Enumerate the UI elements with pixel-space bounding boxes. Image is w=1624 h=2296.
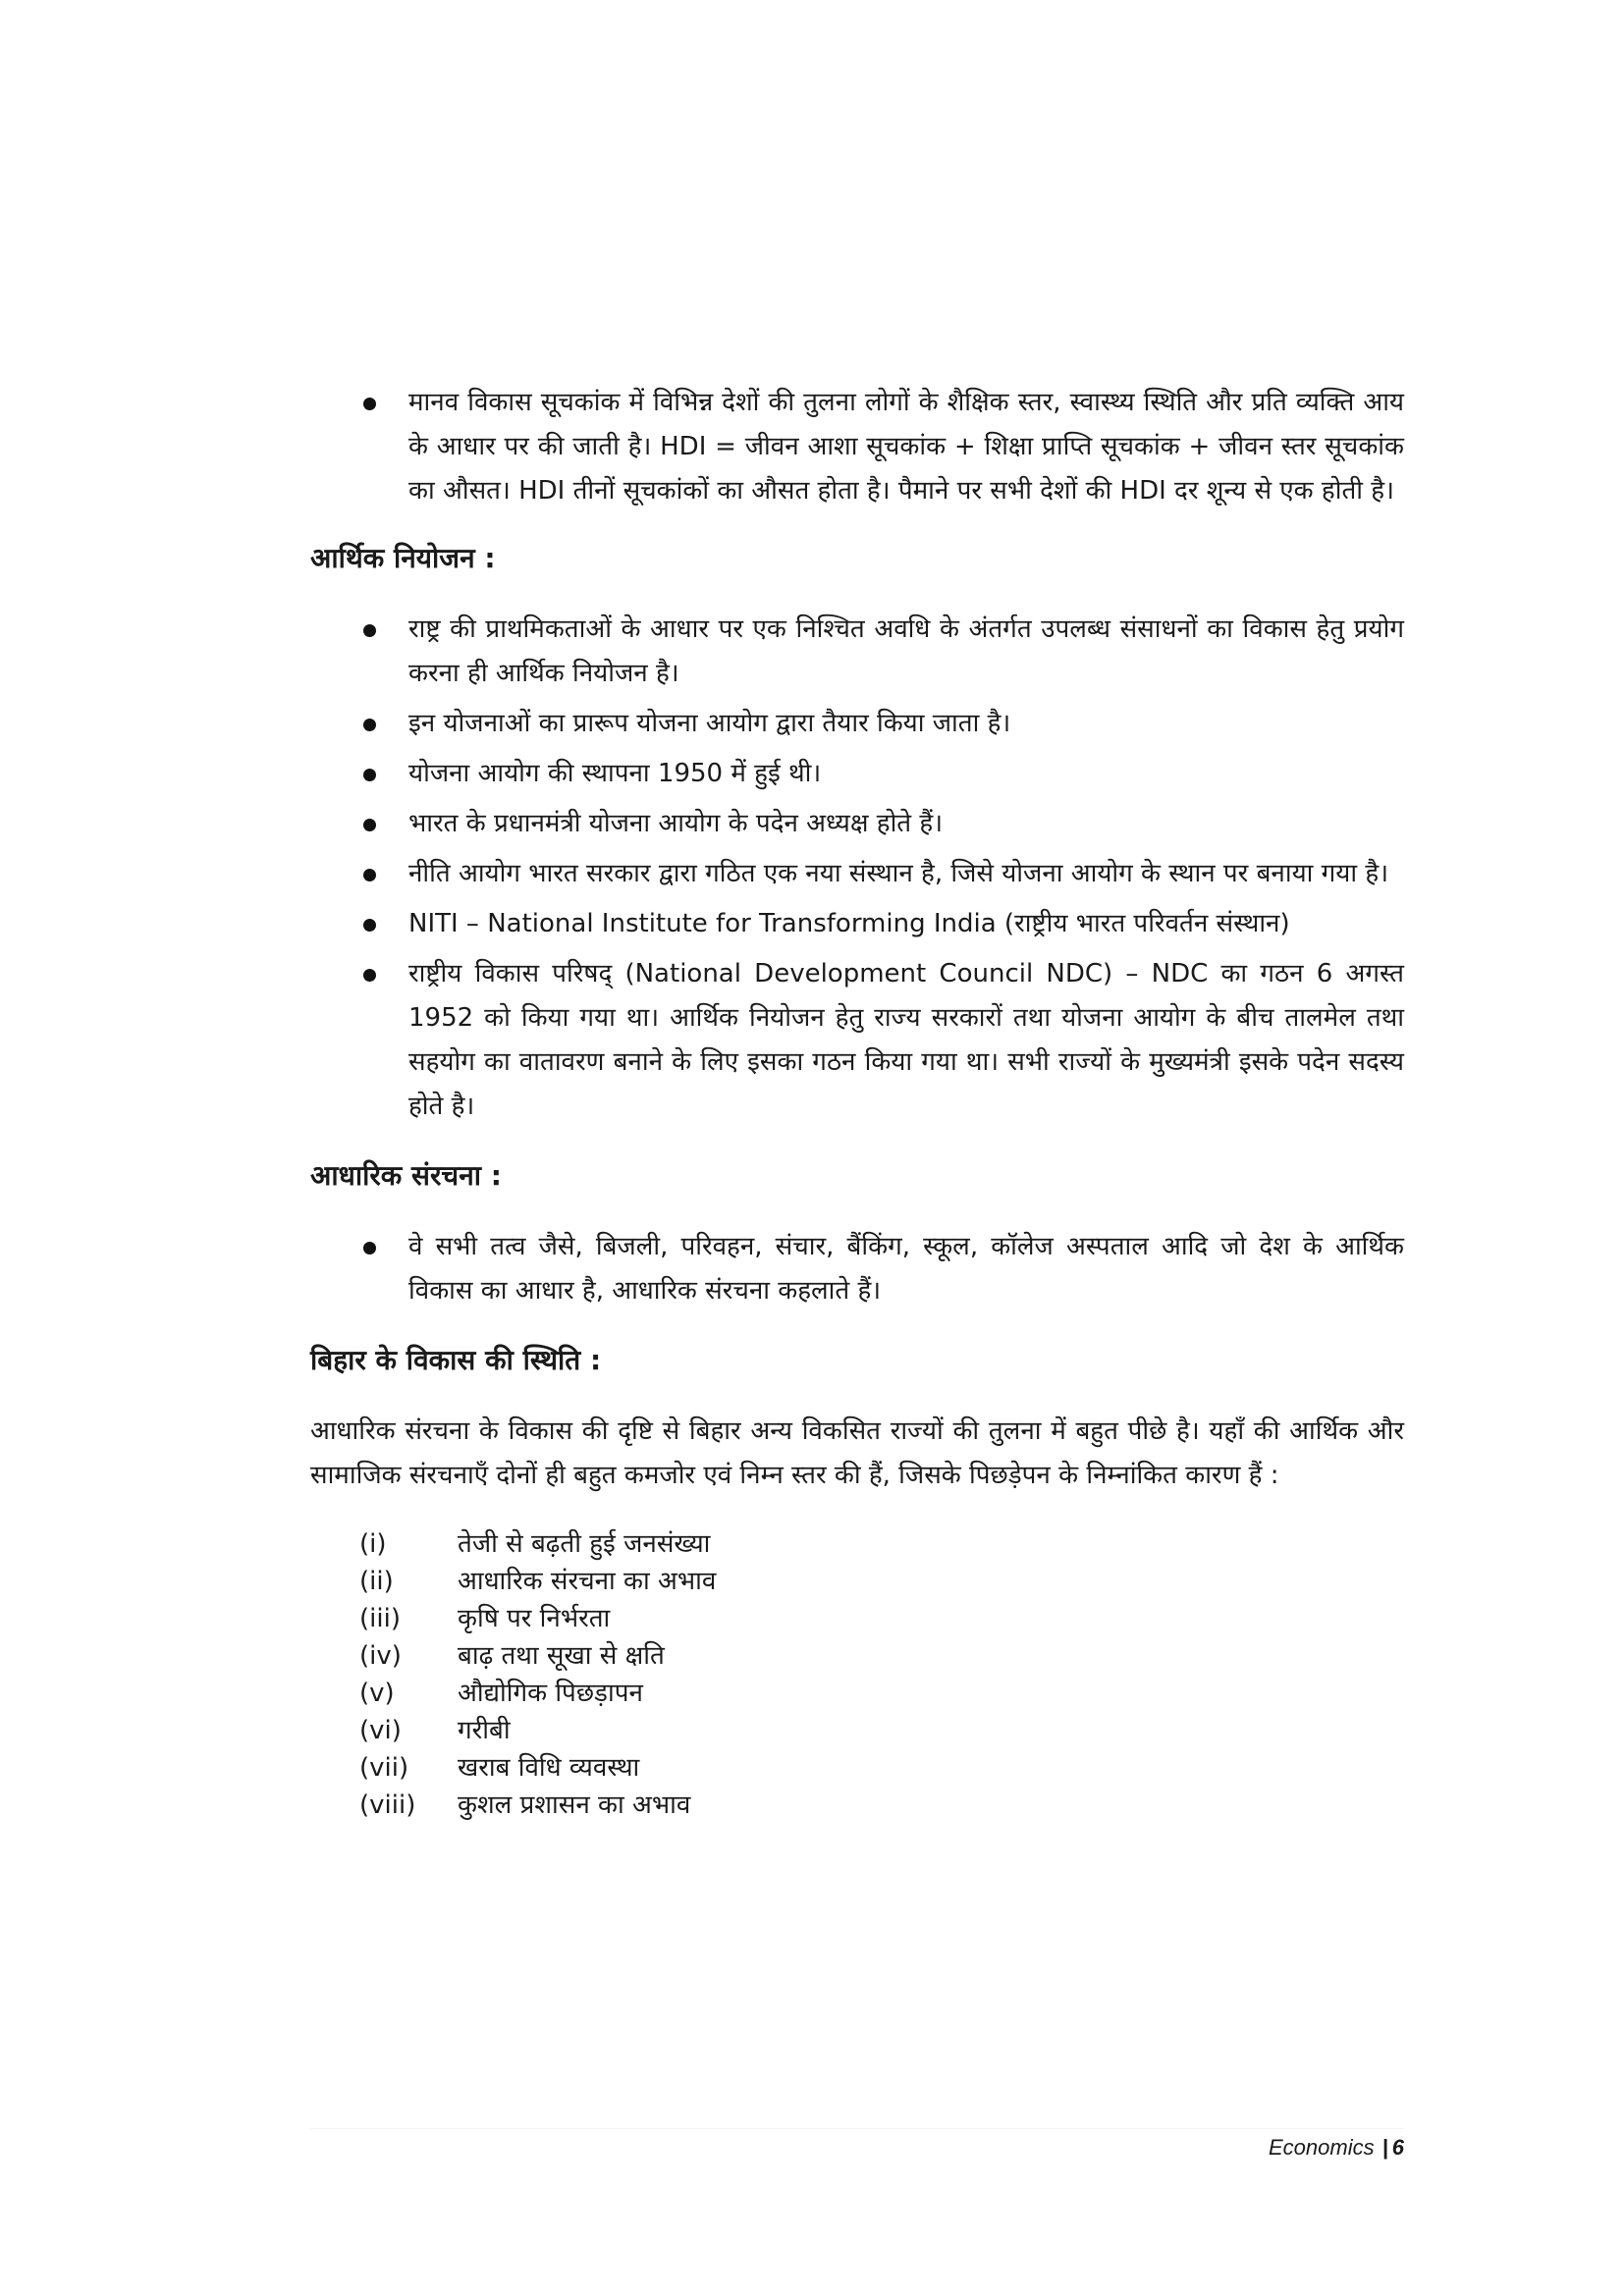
bullet-item: इन योजनाओं का प्रारूप योजना आयोग द्वारा तैयार किया जाता है। (310, 702, 1404, 746)
footer-subject: Economics (1269, 2135, 1375, 2160)
item-text: खराब विधि व्यवस्था (458, 1753, 640, 1783)
item-text: बाढ़ तथा सूखा से क्षति (458, 1641, 665, 1671)
item-number: (v) (359, 1679, 395, 1708)
list-item (359, 1637, 1404, 1675)
section-heading: बिहार के विकास की स्थिति : (310, 1344, 602, 1376)
item-number: (viii) (359, 1790, 416, 1820)
planning-section (310, 539, 1404, 1129)
item-number: (ii) (359, 1567, 394, 1596)
item-number: (iii) (359, 1604, 401, 1633)
bullet-item: मानव विकास सूचकांक में विभिन्न देशों की तुलना लोगों के शैक्षिक स्तर, स्वास्थ्य स्थिति और प्रति व्यक्ति आय के आधार पर की जाती है। HDI = जीवन आशा सूचकांक + शिक्षा प्राप्ति सूचकांक + जीवन स्तर सूचकांक का औसत। HDI तीनों सूचकांकों का औसत होता है। पैमाने पर सभी देशों की HDI दर शून्य से एक होती है। (310, 381, 1404, 513)
list-item (359, 1787, 1404, 1824)
list-item (359, 1563, 1404, 1600)
list-item (359, 1712, 1404, 1749)
item-text: तेजी से बढ़ती हुई जनसंख्या (458, 1529, 711, 1559)
item-text: कृषि पर निर्भरता (458, 1604, 611, 1633)
item-number: (vii) (359, 1753, 409, 1783)
intro-bullet-list (310, 381, 1404, 513)
bullet-item: भारत के प्रधानमंत्री योजना आयोग के पदेन अध्यक्ष होते हैं। (310, 802, 1404, 846)
item-text: गरीबी (458, 1716, 511, 1745)
planning-bullet-list (310, 608, 1404, 1129)
page-footer (310, 2128, 1404, 2161)
item-text: कुशल प्रशासन का अभाव (458, 1790, 691, 1820)
bihar-section (310, 1341, 1404, 1824)
item-text: औद्योगिक पिछड़ापन (458, 1679, 643, 1708)
infrastructure-section (310, 1156, 1404, 1313)
list-item (359, 1749, 1404, 1787)
bullet-item: राष्ट्रीय विकास परिषद् (National Development Council NDC) – NDC का गठन 6 अगस्त 1952 को किया गया था। आर्थिक नियोजन हेतु राज्य सरकारों तथा योजना आयोग के बीच तालमेल तथा सहयोग का वातावरण बनाने के लिए इसका गठन किया गया था। सभी राज्यों के मुख्यमंत्री इसके पदेन सदस्य होते है। (310, 952, 1404, 1129)
section-heading: आर्थिक नियोजन : (310, 542, 496, 574)
item-text: आधारिक संरचना का अभाव (458, 1567, 717, 1596)
item-number: (vi) (359, 1716, 402, 1745)
list-item (359, 1675, 1404, 1712)
infrastructure-bullet-list (310, 1225, 1404, 1313)
bullet-item: राष्ट्र की प्राथमिकताओं के आधार पर एक निश्चित अवधि के अंतर्गत उपलब्ध संसाधनों का विकास हेतु प्रयोग करना ही आर्थिक नियोजन है। (310, 608, 1404, 696)
document-page (310, 381, 1404, 1851)
bihar-paragraph: आधारिक संरचना के विकास की दृष्टि से बिहार अन्य विकसित राज्यों की तुलना में बहुत पीछे है। यहाँ की आर्थिक और सामाजिक संरचनाएँ दोनों ही बहुत कमजोर एवं निम्न स्तर की हैं, जिसके पिछड़ेपन के निम्नांकित कारण हैं : (310, 1416, 1404, 1490)
bullet-item: योजना आयोग की स्थापना 1950 में हुई थी। (310, 752, 1404, 796)
list-item (359, 1600, 1404, 1637)
list-item (359, 1525, 1404, 1563)
section-heading: आधारिक संरचना : (310, 1159, 502, 1192)
page-number: 6 (1391, 2135, 1404, 2160)
footer-separator: | (1381, 2135, 1388, 2160)
causes-list (310, 1525, 1404, 1824)
bullet-item: वे सभी तत्व जैसे, बिजली, परिवहन, संचार, बैंकिंग, स्कूल, कॉलेज अस्पताल आदि जो देश के आर्थिक विकास का आधार है, आधारिक संरचना कहलाते हैं। (310, 1225, 1404, 1313)
item-number: (iv) (359, 1641, 402, 1671)
item-number: (i) (359, 1529, 387, 1559)
bullet-item: नीति आयोग भारत सरकार द्वारा गठित एक नया संस्थान है, जिसे योजना आयोग के स्थान पर बनाया गया है। (310, 852, 1404, 896)
bullet-item: NITI – National Institute for Transforming India (राष्ट्रीय भारत परिवर्तन संस्थान) (310, 902, 1404, 946)
